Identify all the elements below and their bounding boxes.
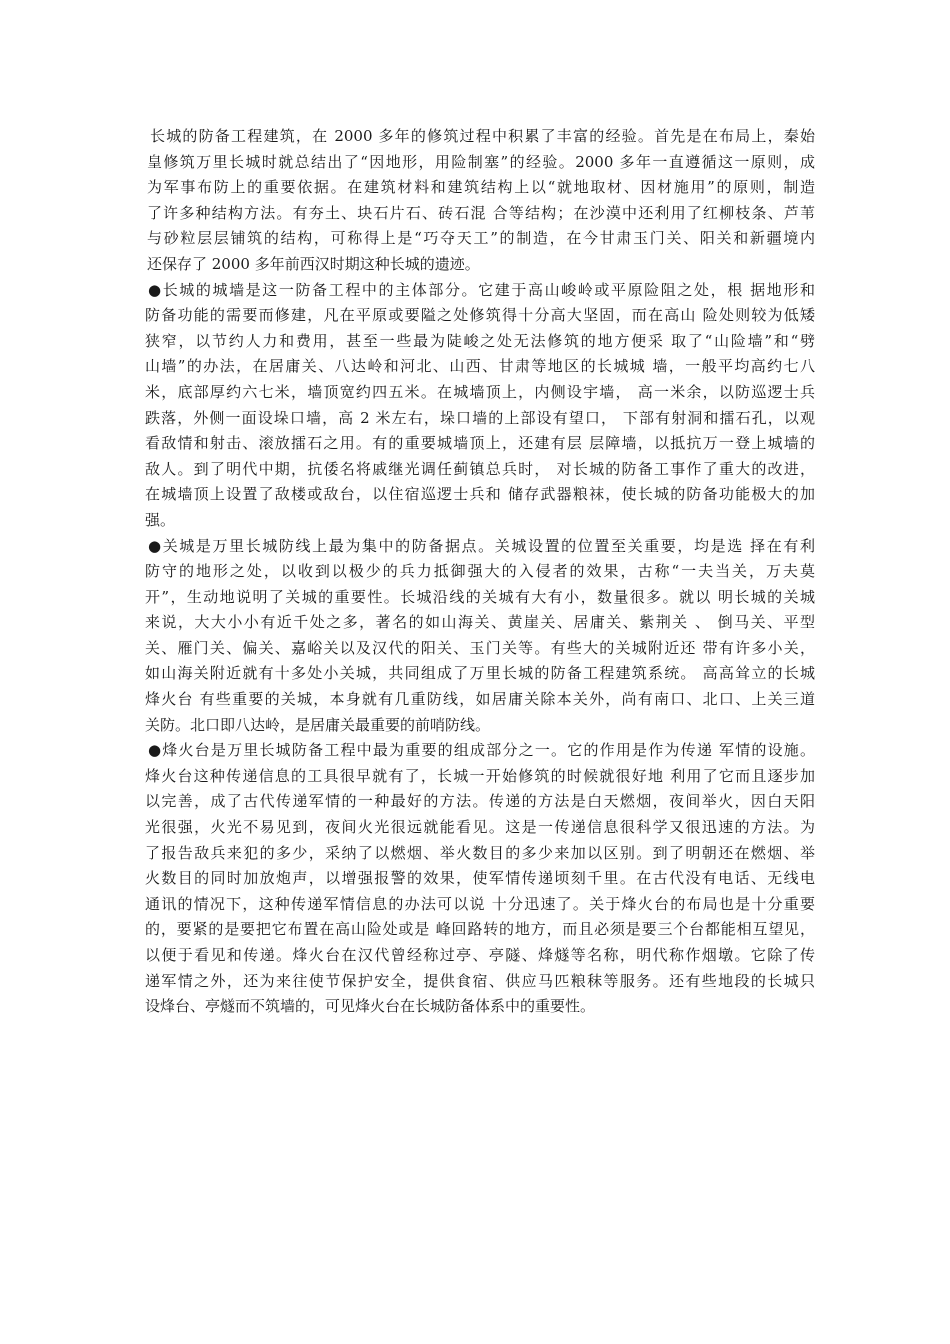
- text-line: 在城墙顶上设置了敌楼或敌台，以住宿巡逻士兵和 储存武器粮袜，使长城的防备功能极大的加: [145, 485, 815, 504]
- text-line: 敌人。到了明代中期，抗倭名将戚继光调任蓟镇总兵时， 对长城的防备工事作了重大的改进，: [145, 459, 815, 478]
- text-line: 防守的地形之处，以收到以极少的兵力抵御强大的入侵者的效果，古称“一夫当关，万夫莫: [145, 562, 815, 581]
- text-line: 防备功能的需要而修建，凡在平原或要隘之处修筑得十分高大坚固，而在高山 险处则较为低矮: [145, 306, 815, 325]
- text-line: 如山海关附近就有十多处小关城，共同组成了万里长城的防备工程建筑系统。 高高耸立的长城: [145, 664, 815, 683]
- text-line: 光很强，火光不易见到，夜间火光很远就能看见。这是一传递信息很科学又很迅速的方法。为: [145, 818, 815, 837]
- text-line: 关防。北口即八达岭，是居庸关最重要的前哨防线。: [145, 715, 491, 734]
- text-line: 的，要紧的是要把它布置在高山险处或是 峰回路转的地方，而且必须是要三个台都能相互望见，: [145, 920, 815, 939]
- text-line: 递军情之外，还为来往使节保护安全，提供食宿、供应马匹粮秣等服务。还有些地段的长城只: [145, 971, 815, 990]
- text-line: 关、雁门关、偏关、嘉峪关以及汉代的阳关、玉门关等。有些大的关城附近还 带有许多小关，: [145, 638, 815, 657]
- text-line: 狭窄，以节约人力和费用，甚至一些最为陡峻之处无法修筑的地方便采 取了“山险墙”和“劈: [145, 331, 815, 350]
- text-line: 开”，生动地说明了关城的重要性。长城沿线的关城有大有小，数量很多。就以 明长城的关城: [145, 587, 815, 606]
- text-line: 来说，大大小小有近千处之多，著名的如山海关、黄崖关、居庸关、紫荆关 、 倒马关、平型: [145, 613, 815, 632]
- text-line: 与砂粒层层铺筑的结构，可称得上是“巧夺天工”的制造，在今甘肃玉门关、阳关和新疆境内: [147, 229, 815, 248]
- text-line: 以便于看见和传递。烽火台在汉代曾经称过亭、亭隧、烽燧等名称，明代称作烟墩。它除了传: [145, 946, 815, 964]
- text-line: 强。: [145, 510, 176, 529]
- text-line: 跌落，外侧一面设垛口墙，高 2 米左右，垛口墙的上部设有望口， 下部有射洞和擂石孔，以观: [145, 408, 815, 427]
- text-line: 以完善，成了古代传递军情的一种最好的方法。传递的方法是白天燃烟，夜间举火，因白天阳: [145, 792, 815, 811]
- text-line: 烽火台这种传递信息的工具很早就有了，长城一开始修筑的时候就很好地 利用了它而且逐步加: [145, 766, 815, 785]
- text-line: ●烽火台是万里长城防备工程中最为重要的组成部分之一。它的作用是作为传递 军情的设施。: [148, 741, 815, 760]
- text-line: 了许多种结构方法。有夯土、块石片石、砖石混 合等结构；在沙漠中还利用了红柳枝条、芦苇: [147, 203, 815, 222]
- paragraph-beacon-tower: [145, 738, 815, 1020]
- paragraph-pass-fortress: [145, 534, 815, 739]
- paragraph-intro: [145, 124, 815, 278]
- text-line: 皇修筑万里长城时就总结出了“因地形，用险制塞”的经验。2000 多年一直遵循这一原则，成: [147, 152, 815, 171]
- document-body: [145, 124, 815, 1020]
- text-line: 山墙”的办法，在居庸关、八达岭和河北、山西、甘肃等地区的长城城 墙，一般平均高约七八: [145, 357, 815, 376]
- text-line: 烽火台 有些重要的关城，本身就有几重防线，如居庸关除本关外，尚有南口、北口、上关三道: [145, 690, 815, 709]
- text-line: 长城的防备工程建筑，在 2000 多年的修筑过程中积累了丰富的经验。首先是在布局上，秦始: [150, 127, 815, 145]
- text-line: 看敌情和射击、滚放擂石之用。有的重要城墙顶上，还建有层 层障墙，以抵抗万一登上城墙的: [145, 434, 815, 453]
- text-line: 了报告敌兵来犯的多少，采纳了以燃烟、举火数目的多少来加以区别。到了明朝还在燃烟、举: [145, 843, 815, 862]
- text-line: 通讯的情况下，这种传递军情信息的办法可以说 十分迅速了。关于烽火台的布局也是十分重要: [145, 894, 815, 913]
- text-line: 设烽台、亭燧而不筑墙的，可见烽火台在长城防备体系中的重要性。: [145, 997, 596, 1016]
- text-line: ●长城的城墙是这一防备工程中的主体部分。它建于高山峻岭或平原险阻之处，根 据地形和: [148, 280, 815, 299]
- text-line: 还保存了 2000 多年前西汉时期这种长城的遗迹。: [147, 254, 480, 273]
- text-line: 为军事布防上的重要依据。在建筑材料和建筑结构上以“就地取材、因材施用”的原则，制造: [147, 178, 815, 197]
- paragraph-city-wall: [145, 278, 815, 534]
- text-line: ●关城是万里长城防线上最为集中的防备据点。关城设置的位置至关重要，均是选 择在有利: [148, 536, 815, 555]
- text-line: 火数目的同时加放炮声，以增强报警的效果，使军情传递顷刻千里。在古代没有电话、无线电: [145, 869, 815, 888]
- text-line: 米，底部厚约六七米，墙顶宽约四五米。在城墙顶上，内侧设宇墙， 高一米余，以防巡逻士兵: [145, 382, 815, 401]
